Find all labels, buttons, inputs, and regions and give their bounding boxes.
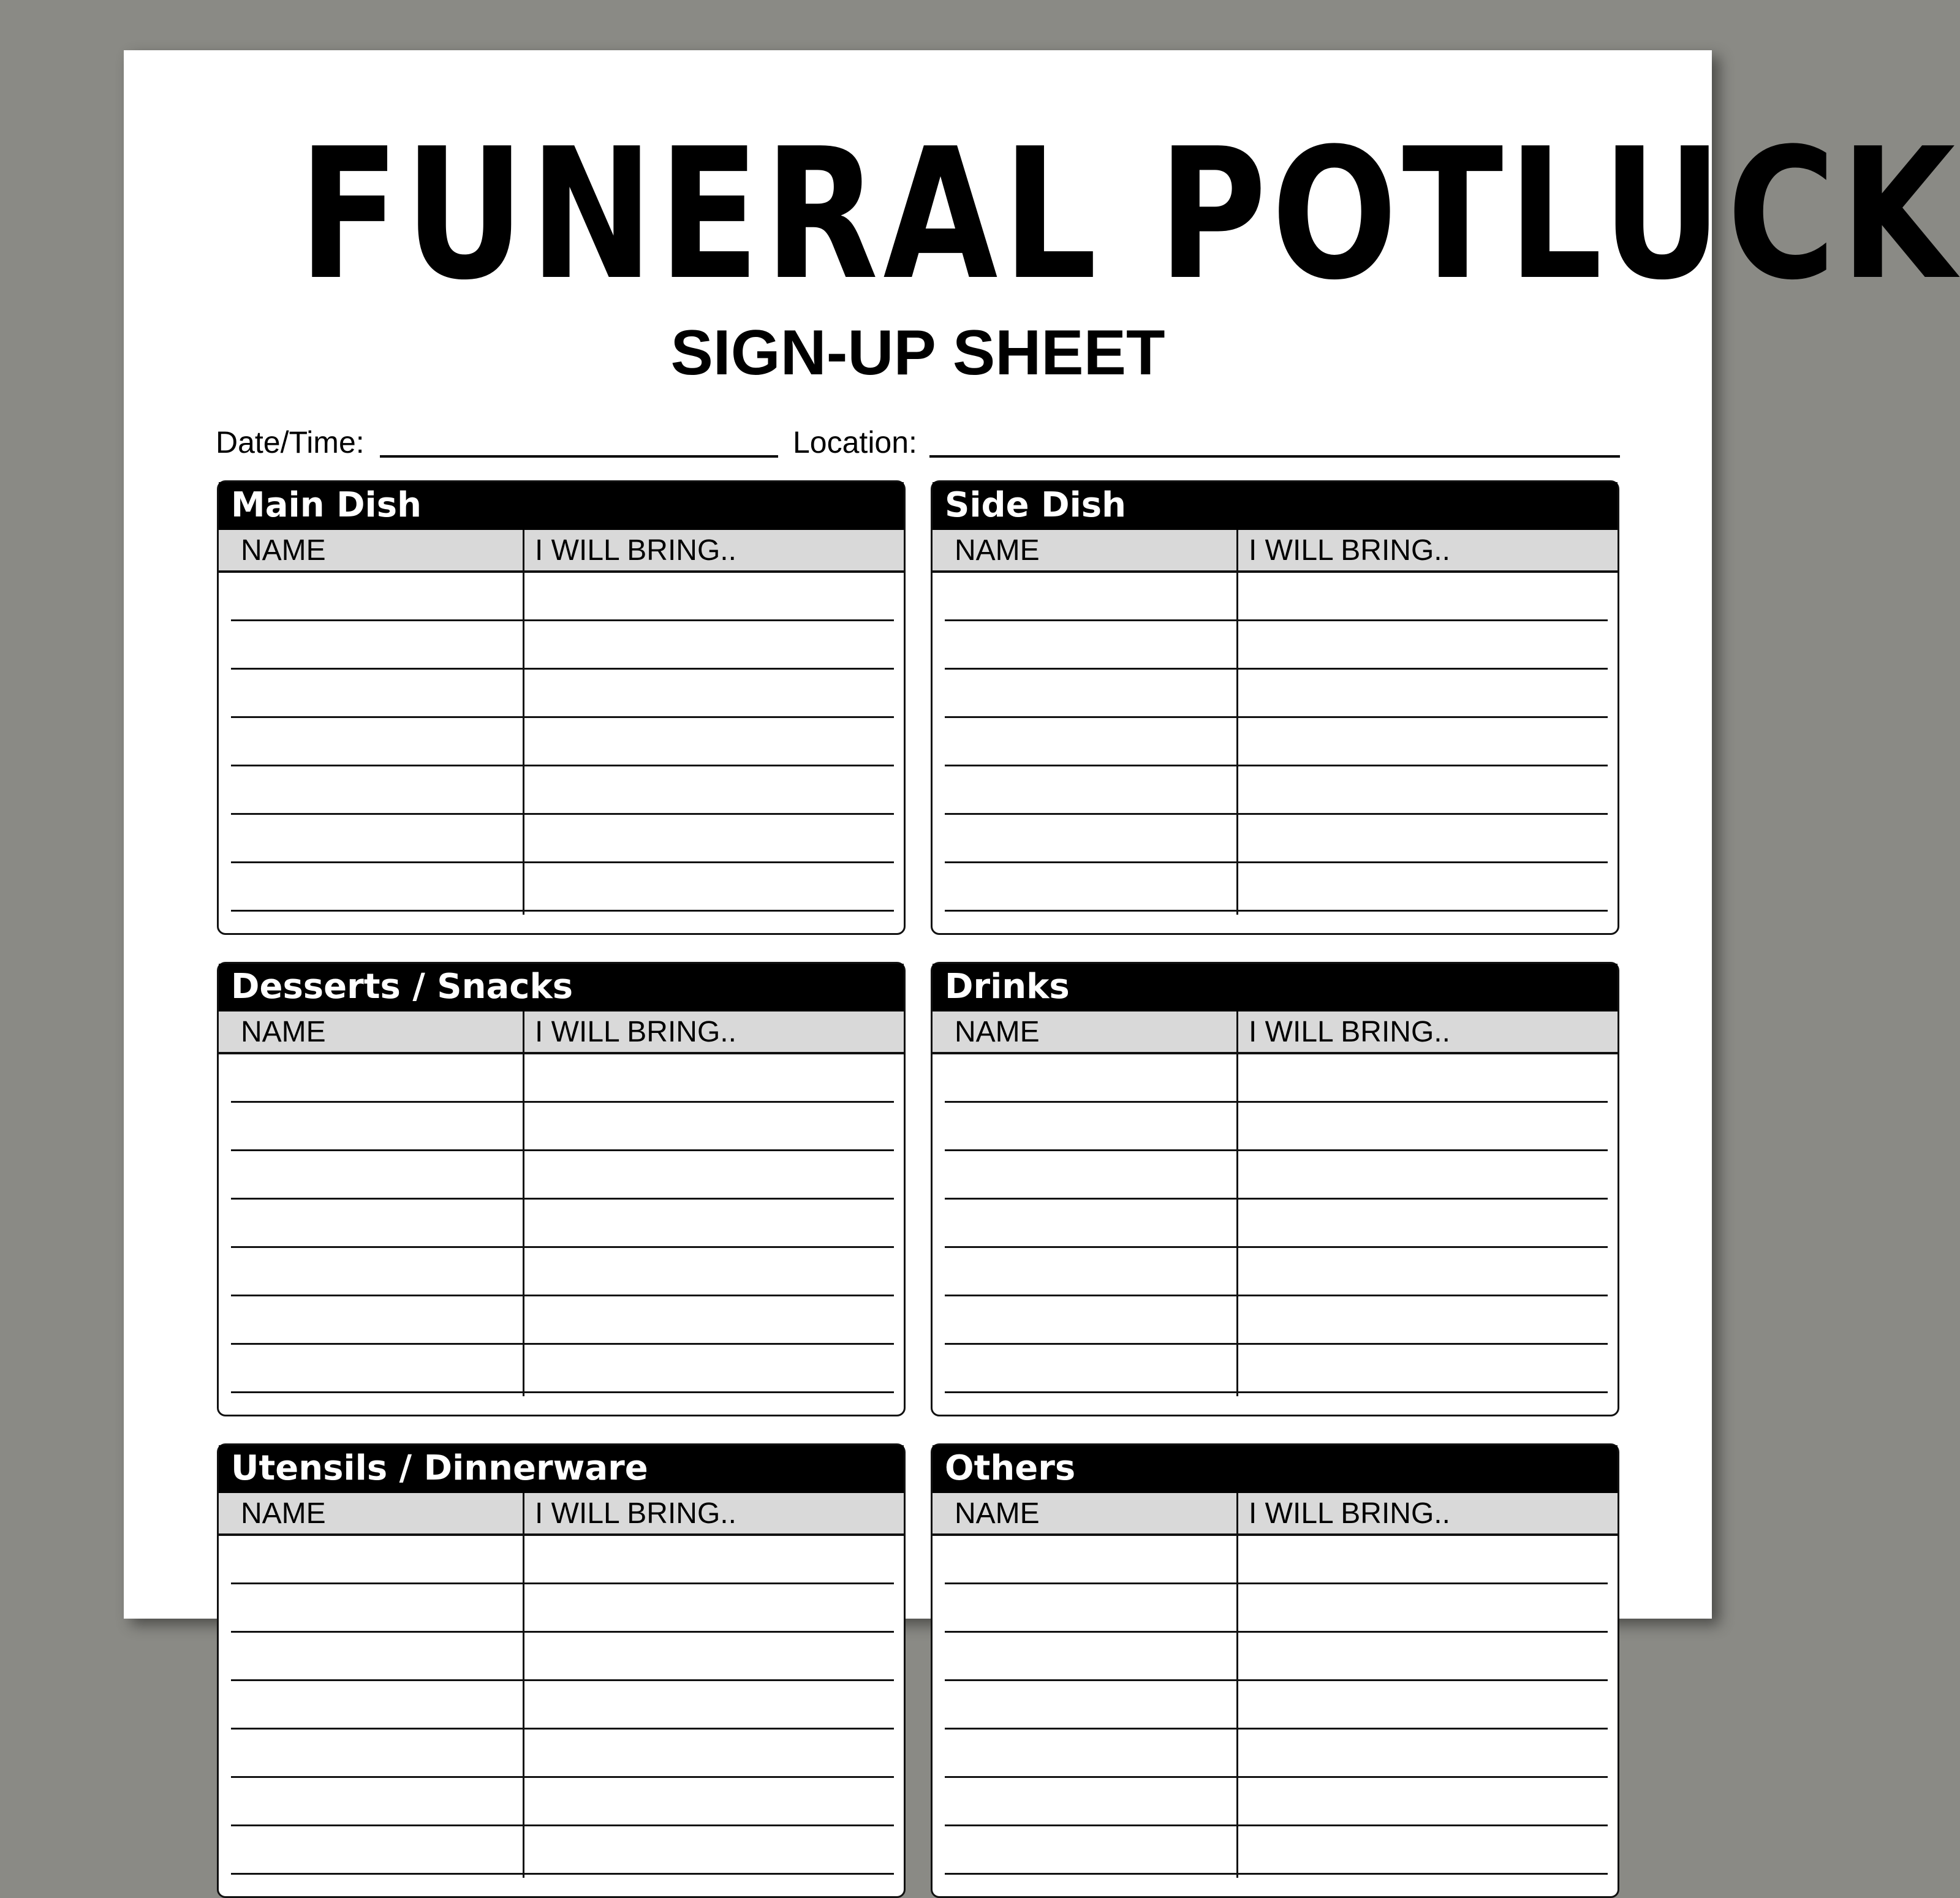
section-others <box>931 1443 1619 1898</box>
column-divider <box>1236 530 1238 915</box>
column-header-row <box>933 1011 1618 1054</box>
section-header <box>933 964 1618 1011</box>
column-header-row <box>219 530 904 573</box>
location-line[interactable] <box>929 455 1620 458</box>
entry-row-line[interactable] <box>945 1824 1608 1826</box>
entry-row-line[interactable] <box>231 1728 894 1730</box>
entry-row-line[interactable] <box>945 1246 1608 1248</box>
location-label: Location: <box>793 425 917 459</box>
entry-row-line[interactable] <box>945 1391 1608 1393</box>
entry-row-line[interactable] <box>945 765 1608 766</box>
section-title: Side Dish <box>945 485 1126 525</box>
entry-row-line[interactable] <box>231 1824 894 1826</box>
column-divider <box>1236 1493 1238 1878</box>
name-column-header: NAME <box>241 1016 326 1048</box>
entry-row-line[interactable] <box>231 716 894 718</box>
entry-row-line[interactable] <box>945 1631 1608 1633</box>
entry-row-line[interactable] <box>231 910 894 912</box>
bring-column-header: I WILL BRING.. <box>535 534 736 567</box>
bring-column-header: I WILL BRING.. <box>1249 1497 1450 1530</box>
entry-row-line[interactable] <box>231 1391 894 1393</box>
entry-row-line[interactable] <box>231 861 894 863</box>
section-header <box>933 1445 1618 1493</box>
section-side-dish <box>931 480 1619 935</box>
section-title: Drinks <box>945 967 1070 1007</box>
entry-row-line[interactable] <box>231 1198 894 1200</box>
column-divider <box>523 530 524 915</box>
name-column-header: NAME <box>955 1016 1040 1048</box>
entry-row-line[interactable] <box>231 1582 894 1584</box>
column-header-row <box>219 1493 904 1536</box>
section-utensils-dinnerware <box>217 1443 906 1898</box>
column-divider <box>523 1011 524 1396</box>
section-desserts-snacks <box>217 962 906 1416</box>
entry-row-line[interactable] <box>231 668 894 670</box>
entry-row-line[interactable] <box>945 1149 1608 1151</box>
entry-row-line[interactable] <box>945 1101 1608 1103</box>
name-column-header: NAME <box>241 534 326 567</box>
bring-column-header: I WILL BRING.. <box>535 1016 736 1048</box>
date-time-line[interactable] <box>380 455 778 458</box>
section-header <box>219 1445 904 1493</box>
entry-row-line[interactable] <box>231 813 894 815</box>
entry-row-line[interactable] <box>945 861 1608 863</box>
entry-row-line[interactable] <box>945 668 1608 670</box>
entry-row-line[interactable] <box>945 1343 1608 1345</box>
entry-row-line[interactable] <box>945 1679 1608 1681</box>
entry-row-line[interactable] <box>231 765 894 766</box>
entry-row-line[interactable] <box>945 1198 1608 1200</box>
entry-row-line[interactable] <box>945 1582 1608 1584</box>
entry-row-line[interactable] <box>945 619 1608 621</box>
sheet-subtitle: SIGN-UP SHEET <box>670 317 1165 388</box>
column-divider <box>1236 1011 1238 1396</box>
entry-row-line[interactable] <box>231 1246 894 1248</box>
entry-row-line[interactable] <box>231 1873 894 1875</box>
entry-row-line[interactable] <box>945 1776 1608 1778</box>
bring-column-header: I WILL BRING.. <box>1249 534 1450 567</box>
entry-row-line[interactable] <box>231 1343 894 1345</box>
column-header-row <box>933 1493 1618 1536</box>
column-divider <box>523 1493 524 1878</box>
entry-row-line[interactable] <box>231 619 894 621</box>
entry-row-line[interactable] <box>231 1101 894 1103</box>
entry-row-line[interactable] <box>231 1776 894 1778</box>
section-title: Main Dish <box>231 485 422 525</box>
bring-column-header: I WILL BRING.. <box>1249 1016 1450 1048</box>
entry-row-line[interactable] <box>945 1295 1608 1296</box>
name-column-header: NAME <box>955 1497 1040 1530</box>
column-header-row <box>219 1011 904 1054</box>
section-main-dish <box>217 480 906 935</box>
sheet-title: FUNERAL POTLUCK <box>298 110 1960 320</box>
name-column-header: NAME <box>241 1497 326 1530</box>
section-drinks <box>931 962 1619 1416</box>
entry-row-line[interactable] <box>945 910 1608 912</box>
entry-row-line[interactable] <box>945 1873 1608 1875</box>
section-header <box>933 482 1618 530</box>
column-header-row <box>933 530 1618 573</box>
section-header <box>219 964 904 1011</box>
entry-row-line[interactable] <box>231 1631 894 1633</box>
entry-row-line[interactable] <box>945 716 1608 718</box>
section-header <box>219 482 904 530</box>
signup-sheet-page <box>124 50 1960 1619</box>
entry-row-line[interactable] <box>945 1728 1608 1730</box>
entry-row-line[interactable] <box>945 813 1608 815</box>
section-title: Others <box>945 1448 1076 1488</box>
date-time-label: Date/Time: <box>216 425 365 459</box>
section-title: Desserts / Snacks <box>231 967 573 1007</box>
section-title: Utensils / Dinnerware <box>231 1448 648 1488</box>
entry-row-line[interactable] <box>231 1295 894 1296</box>
bring-column-header: I WILL BRING.. <box>535 1497 736 1530</box>
name-column-header: NAME <box>955 534 1040 567</box>
entry-row-line[interactable] <box>231 1679 894 1681</box>
entry-row-line[interactable] <box>231 1149 894 1151</box>
